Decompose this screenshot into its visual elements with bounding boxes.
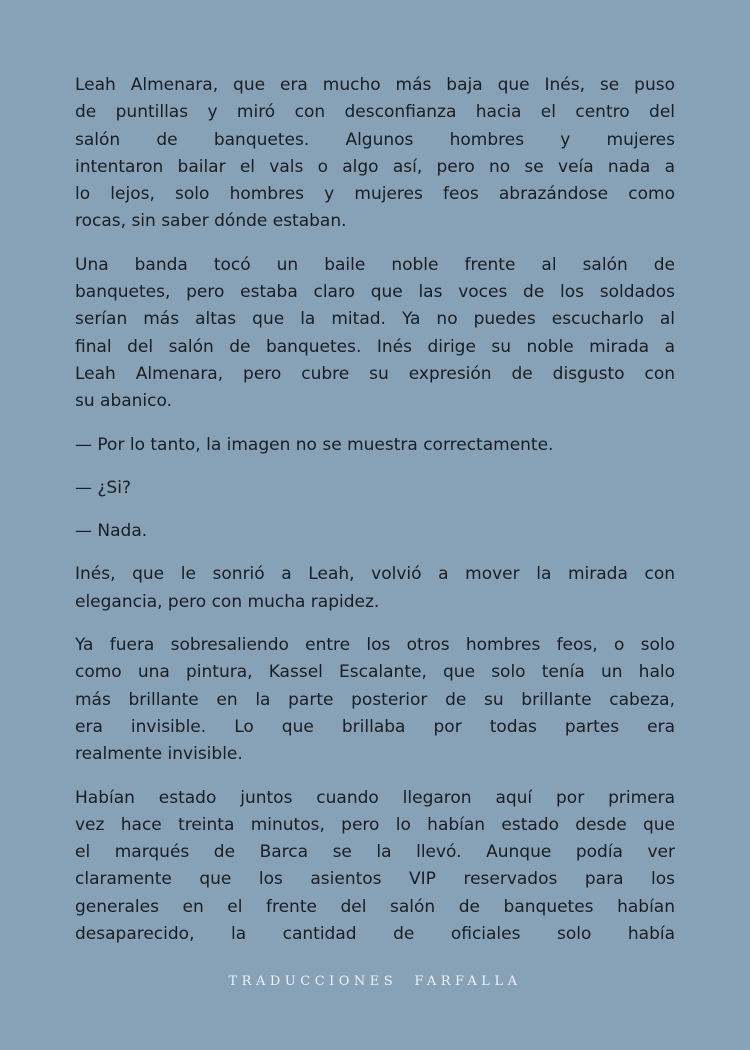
- text-line: salón de banquetes. Algunos hombres y mujeres: [75, 129, 675, 150]
- paragraph: [75, 518, 675, 545]
- text-line: vez hace treinta minutos, pero lo habían estado desde que: [75, 814, 675, 835]
- text-line: de puntillas y miró con desconfianza hacia el centro del: [75, 102, 675, 123]
- text-line: banquetes, pero estaba claro que las voces de los soldados: [75, 282, 675, 303]
- paragraph: [75, 785, 675, 949]
- text-line: Habían estado juntos cuando llegaron aquí por primera: [75, 787, 675, 808]
- text-line: Inés, que le sonrió a Leah, volvió a mover la mirada con: [75, 564, 675, 585]
- text-line: generales en el frente del salón de banquetes habían: [75, 896, 675, 917]
- text-line: — ¿Si?: [75, 477, 131, 498]
- text-line: realmente invisible.: [75, 744, 243, 765]
- paragraph: [75, 252, 675, 416]
- paragraph: [75, 432, 675, 459]
- paragraph: [75, 561, 675, 616]
- text-line: como una pintura, Kassel Escalante, que solo tenía un halo: [75, 662, 675, 683]
- text-line: serían más altas que la mitad. Ya no puedes escucharlo al: [75, 309, 675, 330]
- text-line: más brillante en la parte posterior de su brillante cabeza,: [75, 689, 675, 710]
- paragraph: [75, 72, 675, 236]
- text-line: Leah Almenara, pero cubre su expresión de disgusto con: [75, 363, 675, 384]
- publisher-footer: TRADUCCIONES FARFALLA: [228, 974, 522, 989]
- text-line: desaparecido, la cantidad de oficiales solo había: [75, 924, 675, 945]
- text-line: claramente que los asientos VIP reservados para los: [75, 869, 675, 890]
- text-line: su abanico.: [75, 391, 173, 412]
- paragraph: [75, 475, 675, 502]
- document-body: [75, 72, 675, 964]
- text-line: — Por lo tanto, la imagen no se muestra correctamente.: [75, 434, 554, 455]
- text-line: Una banda tocó un baile noble frente al salón de: [75, 254, 675, 275]
- text-line: rocas, sin saber dónde estaban.: [75, 211, 347, 232]
- text-line: lo lejos, solo hombres y mujeres feos abrazándose como: [75, 184, 675, 205]
- text-line: Ya fuera sobresaliendo entre los otros hombres feos, o solo: [75, 635, 675, 656]
- text-line: era invisible. Lo que brillaba por todas partes era: [75, 716, 675, 737]
- text-line: final del salón de banquetes. Inés dirige su noble mirada a: [75, 336, 675, 357]
- text-line: — Nada.: [75, 521, 148, 542]
- text-line: el marqués de Barca se la llevó. Aunque podía ver: [75, 842, 675, 863]
- text-line: elegancia, pero con mucha rapidez.: [75, 591, 380, 612]
- text-line: intentaron bailar el vals o algo así, pero no se veía nada a: [75, 156, 675, 177]
- text-line: Leah Almenara, que era mucho más baja que Inés, se puso: [75, 75, 675, 95]
- paragraph: [75, 632, 675, 768]
